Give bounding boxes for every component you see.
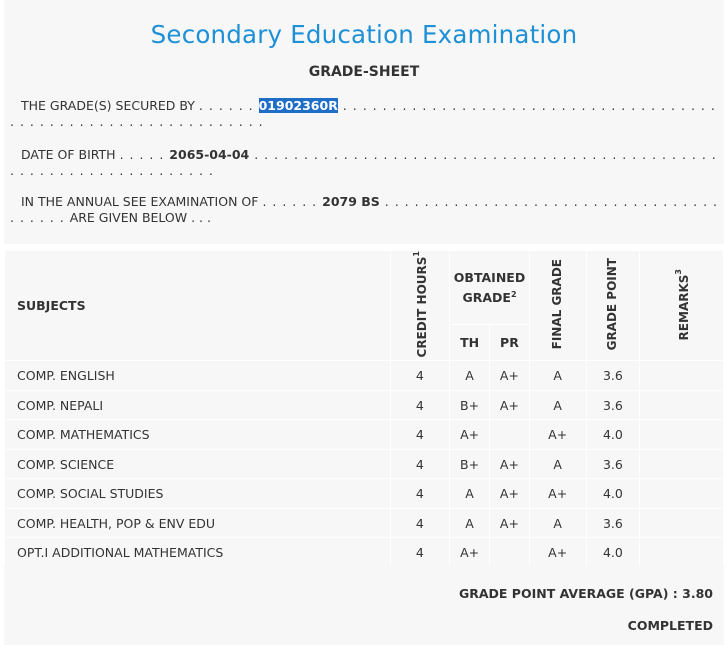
grade-point-cell: 3.6 [586,361,640,391]
credit-cell: 4 [390,508,450,538]
final-grade-cell: A+ [529,420,586,450]
grade-point-cell: 4.0 [586,420,640,450]
final-grade-cell: A+ [529,538,586,568]
dob-label: DATE OF BIRTH [21,147,116,162]
table-row [5,390,724,420]
subject-cell: COMP. HEALTH, POP & ENV EDU [5,508,391,538]
credit-cell: 4 [390,538,450,568]
th-grade-cell: B+ [450,390,490,420]
table-row [5,420,724,450]
gpa-line [459,586,713,601]
symbol-number[interactable]: 01902360R [258,98,338,113]
gpa-value: 3.80 [682,586,713,601]
credit-cell: 4 [390,361,450,391]
summary-panel [4,566,724,645]
pr-grade-cell: A+ [490,479,530,509]
obtained-grade-header: OBTAINED GRADE$^2$ [450,251,530,325]
secured-by-label: THE GRADE(S) SECURED BY [21,98,195,113]
status-text: COMPLETED [627,618,713,633]
subject-cell: OPT.I ADDITIONAL MATHEMATICS [5,538,391,568]
table-row [5,479,724,509]
grade-point-cell: 4.0 [586,538,640,568]
remarks-cell [640,508,724,538]
th-grade-cell: A [450,508,490,538]
pr-grade-cell: A+ [490,390,530,420]
page-subtitle: GRADE-SHEET [308,64,420,80]
credit-cell: 4 [390,390,450,420]
page-title: Secondary Education Examination [150,20,578,49]
th-grade-cell: A+ [450,538,490,568]
credit-cell: 4 [390,420,450,450]
remarks-cell [640,479,724,509]
th-grade-cell: A [450,361,490,391]
pr-grade-cell: A+ [490,508,530,538]
final-grade-cell: A [529,508,586,538]
subject-cell: COMP. ENGLISH [5,361,391,391]
remarks-cell [640,390,724,420]
dob-line: DATE OF BIRTH . . . . . 2065-04-04 . . . . . . . . . . . . . . . . . . . . . . . . . . . . . . . . . . . . . . . . . . . . . . . . . . . . . . . . . . . . . . . . . . . . [10,147,717,178]
grade-point-cell: 4.0 [586,479,640,509]
subject-cell: COMP. NEPALI [5,390,391,420]
final-grade-cell: A [529,390,586,420]
exam-year: 2079 BS [322,194,380,209]
subject-cell: COMP. SOCIAL STUDIES [5,479,391,509]
pr-grade-cell: A+ [490,449,530,479]
grade-point-cell: 3.6 [586,390,640,420]
remarks-cell [640,420,724,450]
exam-line: IN THE ANNUAL SEE EXAMINATION OF . . . . . . 2079 BS . . . . . . . . . . . . . . . . . . . . . . . . . . . . . . . . . . . . . . . . ARE GIVEN BELOW . . . [10,194,719,225]
th-header: TH [450,324,490,361]
remarks-header: REMARKS$^3$ [640,251,724,361]
pr-header: PR [490,324,530,361]
exam-label-suffix: ARE GIVEN BELOW . . . [69,210,211,225]
subject-cell: COMP. MATHEMATICS [5,420,391,450]
remarks-cell [640,538,724,568]
table-row [5,508,724,538]
pr-grade-cell [490,538,530,568]
final-grade-cell: A+ [529,479,586,509]
table-row [5,538,724,568]
grade-point-cell: 3.6 [586,449,640,479]
pr-grade-cell [490,420,530,450]
grade-point-cell: 3.6 [586,508,640,538]
final-grade-header: FINAL GRADE [529,251,586,361]
th-grade-cell: A [450,479,490,509]
th-grade-cell: A+ [450,420,490,450]
final-grade-cell: A [529,361,586,391]
subject-cell: COMP. SCIENCE [5,449,391,479]
gpa-label: GRADE POINT AVERAGE (GPA) : [458,586,678,601]
secured-by-line: THE GRADE(S) SECURED BY . . . . . . 01902360R . . . . . . . . . . . . . . . . . . . . . . . . . . . . . . . . . . . . . . . . . . . . . . . . . . . . . . . . . . . . . . . . [10,98,716,129]
exam-label: IN THE ANNUAL SEE EXAMINATION OF [21,194,259,209]
subjects-header: SUBJECTS [5,251,391,361]
remarks-cell [640,449,724,479]
grade-point-header: GRADE POINT [586,251,640,361]
dob-value: 2065-04-04 [169,147,250,162]
th-grade-cell: B+ [450,449,490,479]
pr-grade-cell: A+ [490,361,530,391]
credit-hours-header: CREDIT HOURS$^1$ [390,251,450,361]
credit-cell: 4 [390,449,450,479]
table-row [5,449,724,479]
grades-table [4,250,724,597]
remarks-cell [640,361,724,391]
credit-cell: 4 [390,479,450,509]
table-row [5,361,724,391]
final-grade-cell: A [529,449,586,479]
